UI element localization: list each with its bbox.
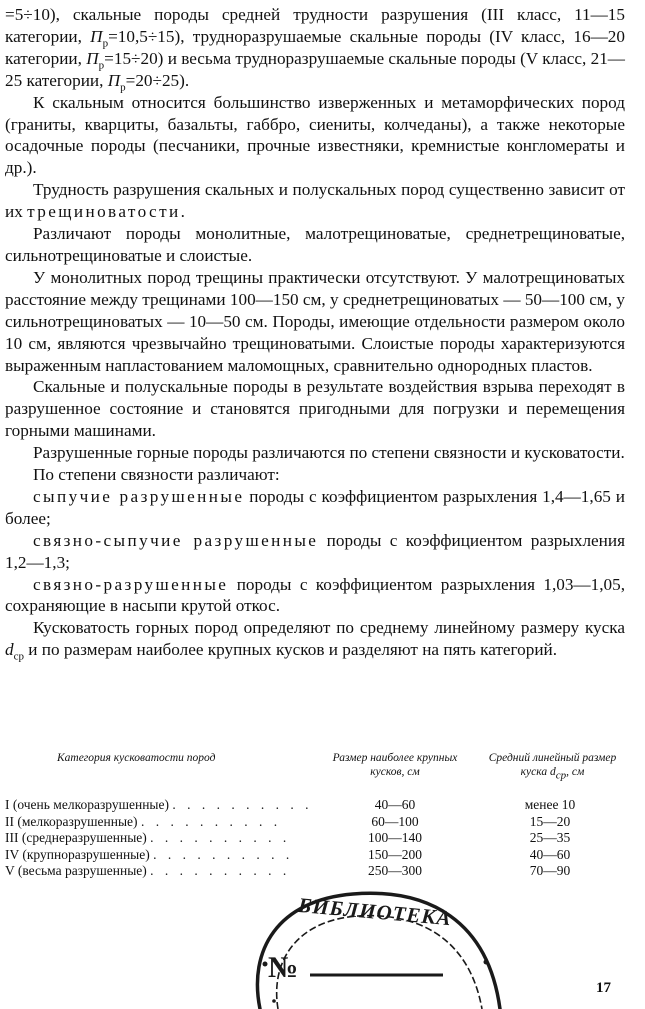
spaced-term: связно-сыпучие разрушенные	[33, 530, 319, 550]
spaced-term: трещиноватости	[27, 202, 181, 222]
spaced-term: связно-разрушенные	[33, 574, 229, 594]
table-row	[5, 814, 625, 831]
header-max-size: Размер наиболее крупных кусков, см	[332, 752, 458, 778]
paragraph-6: Скальные и полускальные породы в результате воздействия взрыва переходят в разрушенное состояние и становятся пригодными для погрузки и перемещения горными машинами.	[5, 377, 625, 441]
max-size-cell: 100—140	[368, 830, 422, 845]
paragraph-12: Кусковатость горных пород определяют по среднему линейному размеру куска $d_{ср}$ и по размерам наиболее крупных кусков и разделяют на пять категорий.	[5, 618, 625, 663]
stamp-dot	[484, 960, 489, 965]
category-cell: II (мелкоразрушенные) . . . . . . . . . .	[5, 813, 282, 829]
paragraph-9: сыпучие разрушенные породы с коэффициентом разрыхления 1,4—1,65 и более;	[5, 486, 625, 528]
mean-size-cell: 25—35	[529, 830, 571, 845]
paragraph-8: По степени связности различают:	[33, 465, 280, 485]
table-row	[5, 830, 625, 847]
paragraph-1: =5÷10), скальные породы средней трудности разрушения (III класс, 11—15 категории, $П_р=10,5\div 15$), трудноразрушаемые скальные породы (IV класс, 16—20 категории, $П_р=15\div 20$) и весьма трудноразрушаемые скальные породы (V класс, 21—25 категории, $П_р=20\div 25$).	[5, 5, 625, 94]
max-size-cell: 40—60	[374, 797, 416, 812]
paragraph-11: связно-разрушенные породы с коэффициентом разрыхления 1,03—1,05, сохраняющие в насыпи крутой откос.	[5, 574, 625, 616]
table-body	[5, 797, 625, 880]
fragmentation-table	[5, 749, 625, 880]
header-mean-size: Средний линейный размер куска $d_{ср}$, см	[488, 752, 617, 782]
category-cell: V (весьма разрушенные) . . . . . . . . . .	[5, 863, 291, 878]
table-row	[5, 797, 625, 814]
category-cell: IV (крупноразрушенные) . . . . . . . . . .	[5, 846, 294, 862]
paragraph-10: связно-сыпучие разрушенные породы с коэффициентом разрыхления 1,2—1,3;	[5, 530, 625, 572]
stamp-inner-ring	[277, 916, 482, 1009]
page-number: 17	[596, 980, 611, 996]
paragraph-3: Трудность разрушения скальных и полускальных пород существенно зависит от их трещиноватости.	[5, 180, 625, 222]
mean-size-cell: 70—90	[529, 863, 571, 878]
category-cell: I (очень мелкоразрушенные) . . . . . . . . . .	[5, 797, 313, 812]
body-text	[5, 4, 625, 661]
paragraph-7: Разрушенные горные породы различаются по степени связности и кусковатости.	[33, 443, 625, 463]
mean-size-cell: 15—20	[529, 813, 571, 829]
paragraph-2: К скальным относится большинство изверженных и метаморфических пород (граниты, кварциты, базальты, габбро, сиениты, колчеданы), а также некоторые осадочные породы (песчаники, прочные известняки, кремнистые конгломераты и др.).	[5, 92, 625, 178]
stamp-dot	[272, 999, 276, 1003]
library-stamp	[238, 880, 508, 1009]
max-size-cell: 150—200	[368, 846, 422, 862]
header-category: Категория кусковатости пород	[57, 752, 216, 764]
stamp-title: БИБЛИОТЕКА	[297, 892, 453, 931]
table-header	[5, 749, 625, 797]
paragraph-4: Различают породы монолитные, малотрещиноватые, среднетрещиноватые, сильнотрещиноватые и слоистые.	[5, 224, 625, 265]
max-size-cell: 250—300	[368, 863, 422, 878]
stamp-number-sign: №	[268, 951, 299, 984]
category-cell: III (среднеразрушенные) . . . . . . . . . .	[5, 830, 291, 845]
mean-size-cell: 40—60	[529, 846, 571, 862]
mean-size-cell: менее 10	[524, 797, 576, 812]
paragraph-5: У монолитных пород трещины практически отсутствуют. У малотрещиноватых расстояние между трещинами 100—150 см, у среднетрещиноватых — 50—100 см, у сильнотрещиноватых — 10—50 см. Породы, имеющие отдельности размером около 10 см, являются чрезвычайно трещиноватыми. Слоистые породы характеризуются выраженным напластованием маломощных, сравнительно однородных пластов.	[5, 267, 625, 375]
table-row	[5, 863, 625, 880]
spaced-term: сыпучие разрушенные	[33, 486, 245, 506]
max-size-cell: 60—100	[371, 813, 419, 829]
table-row	[5, 847, 625, 864]
stamp-dot	[263, 962, 268, 967]
